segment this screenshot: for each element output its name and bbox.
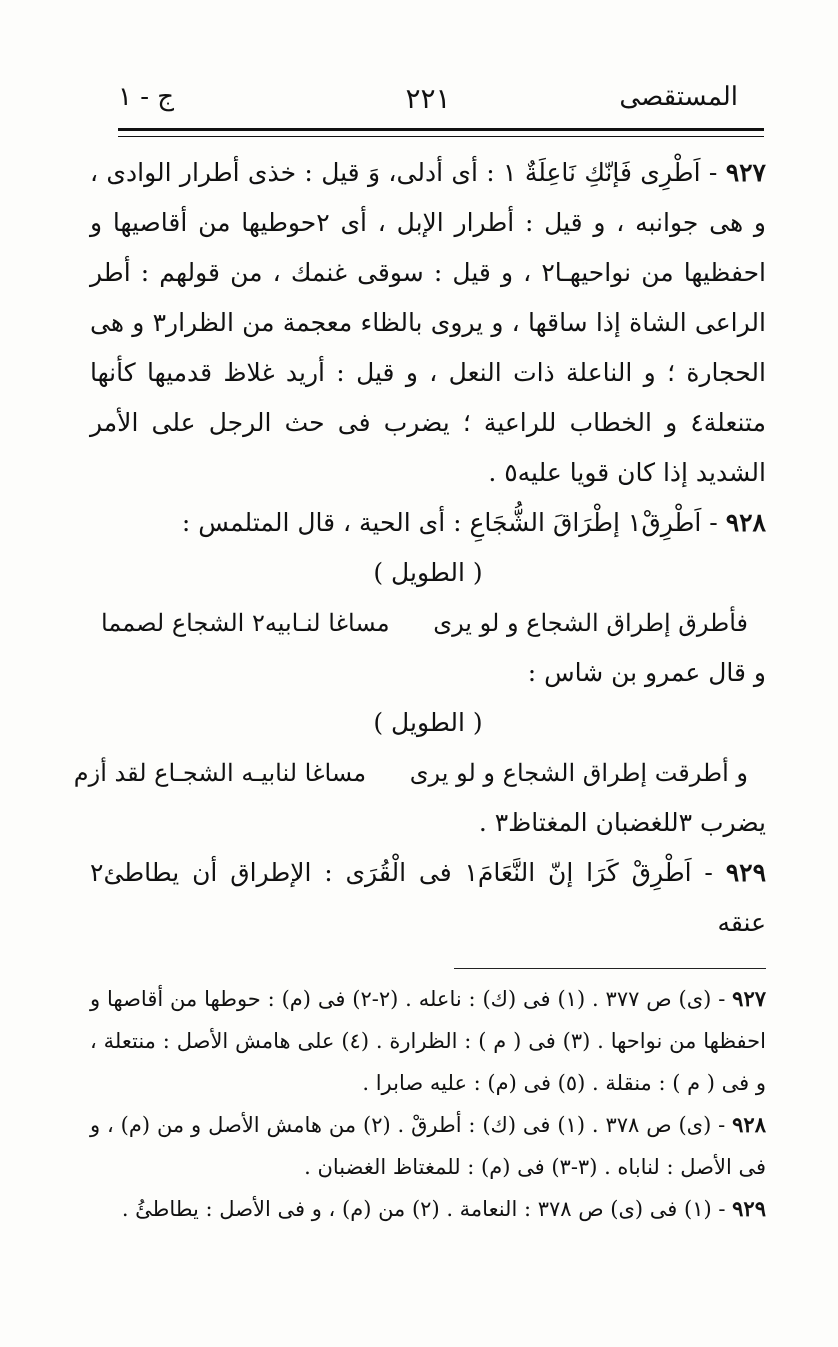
entry-928	[90, 498, 766, 548]
page-number: ٢٢١	[405, 82, 451, 115]
poem-verse	[90, 598, 766, 648]
footnotes	[90, 978, 766, 1230]
entry-number: ٩٢٩	[725, 858, 767, 887]
footnote-929	[90, 1188, 766, 1230]
verse-first-hemistich: و أطرقت إطراق الشجاع و لو يرى	[409, 759, 748, 787]
running-header	[118, 78, 738, 124]
verse-intro: و قال عمرو بن شاس :	[527, 658, 766, 687]
poem-verse	[73, 748, 766, 798]
book-title: المستقصى	[619, 82, 738, 112]
entry-closing: يضرب ٣للغضبان المغتاظ٣ .	[478, 808, 766, 837]
header-rule-thin	[118, 136, 764, 137]
volume-label: ج - ١	[118, 82, 175, 112]
footnote-rule	[454, 968, 766, 969]
entry-text: - اَطْرِقْ كَرَا إنّ النَّعَامَ١ فى الْقُرَى : الإطراق أن يطاطئ٢ عنقه	[90, 858, 766, 937]
meter-label: ( الطويل )	[373, 558, 483, 587]
footnote-927	[90, 978, 766, 1104]
entry-927	[90, 148, 766, 498]
footnote-928	[90, 1104, 766, 1188]
main-text	[73, 148, 767, 948]
footnote-text: - (١) فى (ى) ص ٣٧٨ : النعامة . (٢) من (م) ، و فى الأصل : يطاطئُ .	[121, 1197, 726, 1221]
footnote-number: ٩٢٩	[732, 1196, 766, 1221]
entry-text: - اَطْرِى فَإنّكِ نَاعِلَةٌ ١ : أى أدلى، وَ قيل : خذى أطرار الوادى ، و هى جوانبه ، و قيل : أطرار الإبل ، أى ٢حوطيها من أقاصيها و احفظيها من نواحيهـا٢ ، و قيل : سوقى غنمك ، من قولهم : أطر الراعى الشاة إذا ساقها ، و يروى بالظاء معجمة من الظرار٣ و هى الحجارة ؛ و الناعلة ذات النعل ، و قيل : أريد غلاظ قدميها كأنها متنعلة٤ و الخطاب للراعية ؛ يضرب فى حث الرجل على الأمر الشديد إذا كان قويا عليه٥ .	[90, 158, 766, 487]
footnote-text: - (ى) ص ٣٧٧ . (١) فى (ك) : ناعله . (٢-٢) فى (م) : حوطها من أقاصها و احفظها من نواحها . (٣) فى ( م ) : الظرارة . (٤) على هامش الأصل : منتعلة ، و فى ( م ) : منقلة . (٥) فى (م) : عليه صابرا .	[90, 987, 767, 1095]
entry-929	[90, 848, 766, 948]
entry-number: ٩٢٧	[725, 158, 766, 187]
header-rule-thick	[118, 128, 764, 131]
footnote-text: - (ى) ص ٣٧٨ . (١) فى (ك) : أطرقْ . (٢) من هامش الأصل و من (م) ، و فى الأصل : لناباه . (٣-٣) فى (م) : للمغتاظ الغضبان .	[90, 1113, 766, 1179]
verse-first-hemistich: فأطرق إطراق الشجاع و لو يرى	[433, 609, 748, 637]
footnote-number: ٩٢٨	[732, 1112, 766, 1137]
entry-text: - اَطْرِقْ١ إطْرَاقَ الشُّجَاعِ : أى الحية ، قال المتلمس :	[181, 508, 718, 537]
meter-label: ( الطويل )	[373, 708, 483, 737]
verse-second-hemistich: مساغا لنـابيه٢ الشجاع لصمما	[101, 609, 390, 637]
footnote-number: ٩٢٧	[732, 986, 767, 1011]
verse-second-hemistich: مساغا لنابيـه الشجـاع لقد أزم	[73, 759, 367, 787]
entry-number: ٩٢٨	[725, 508, 766, 537]
